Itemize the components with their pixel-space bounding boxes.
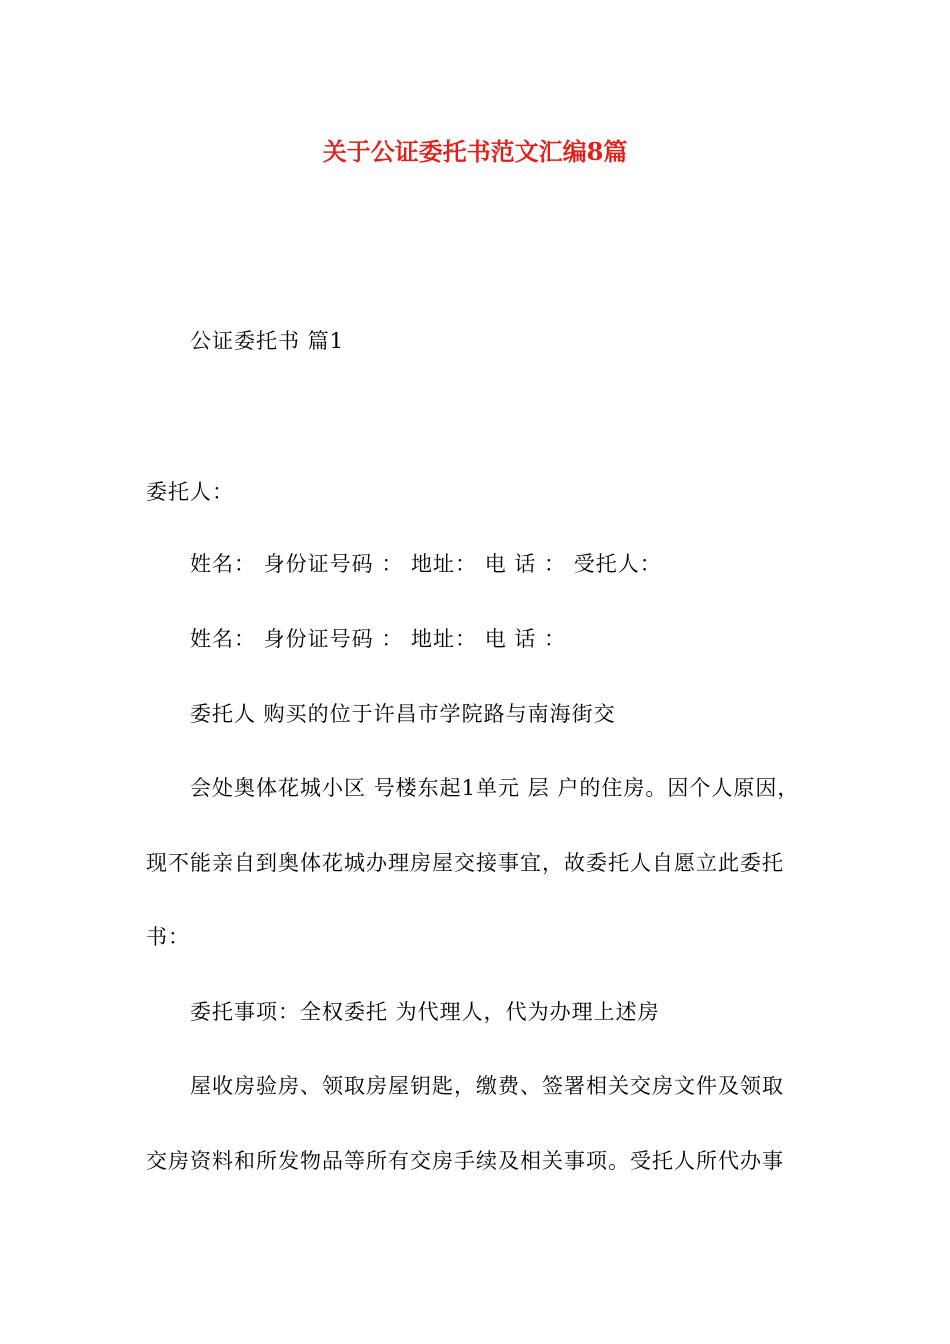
paragraph-line: 屋收房验房、领取房屋钥匙，缴费、签署相关交房文件及领取 [190, 1074, 784, 1098]
document-title: 关于公证委托书范文汇编8篇 [322, 137, 628, 166]
paragraph-line: 委托事项：全权委托 为代理人，代为办理上述房 [190, 1000, 660, 1024]
section-heading: 公证委托书 篇1 [190, 329, 345, 353]
paragraph-line: 姓名： 身份证号码 ： 地址： 电 话 ： 受托人： [190, 552, 662, 576]
paragraph-line: 现不能亲自到奥体花城办理房屋交接事宜，故委托人自愿立此委托 [146, 851, 784, 875]
paragraph-line: 委托人： [146, 480, 234, 504]
paragraph-line: 姓名： 身份证号码 ： 地址： 电 话 ： [190, 627, 567, 651]
paragraph-line: 书： [146, 925, 190, 949]
paragraph-line: 会处奥体花城小区 号楼东起1单元 层 户的住房。因个人原因， [190, 776, 800, 800]
paragraph-line: 交房资料和所发物品等所有交房手续及相关事项。受托人所代办事 [146, 1149, 784, 1173]
paragraph-line: 委托人 购买的位于许昌市学院路与南海街交 [190, 702, 616, 726]
